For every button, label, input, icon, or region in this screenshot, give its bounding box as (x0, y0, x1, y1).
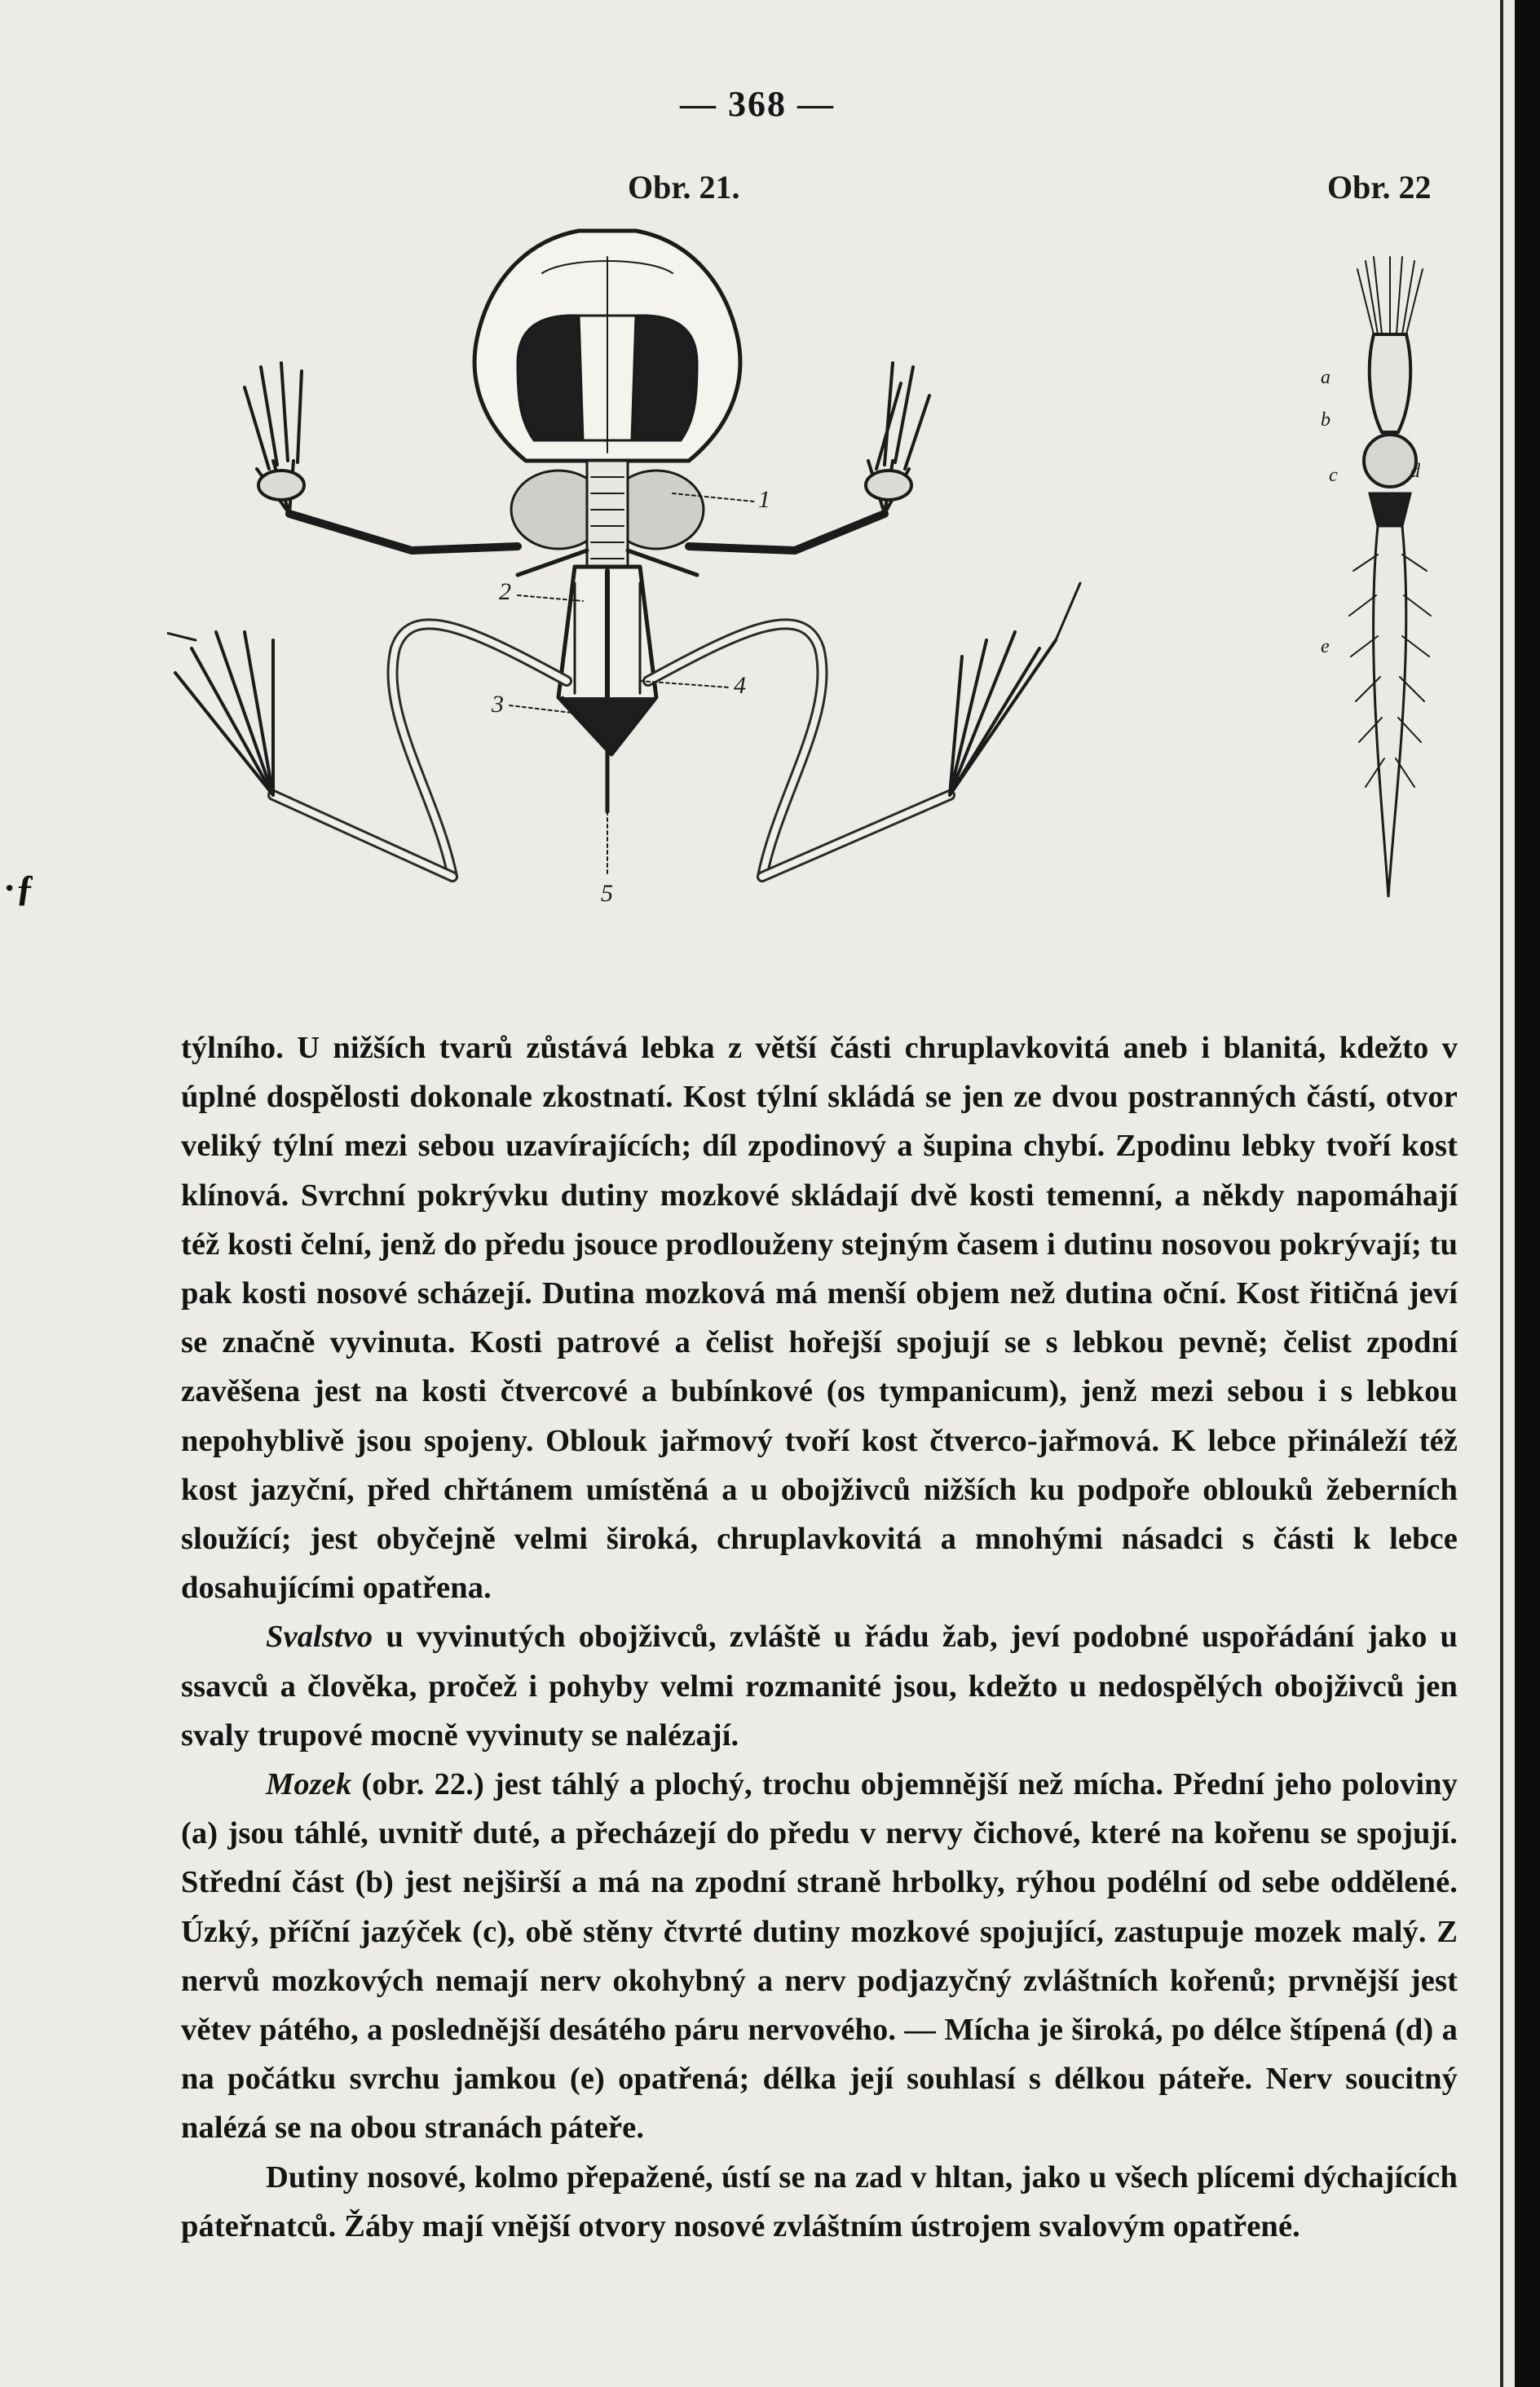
figure-22-label: Obr. 22 (1327, 169, 1432, 206)
paragraph-brain (181, 1760, 1458, 2153)
body-text (181, 1023, 1458, 2251)
paragraph-text: týlního. U nižších tvarů zůstává lebka z větší části chruplavkovitá aneb i blanitá, kdežto v úplné dospělosti dokonale zkostnatí. Kost týlní skládá se jen ze dvou postranných částí, otvor veliký týlní mezi sebou uzavírajících; díl zpodinový a šupina chybí. Zpodinu lebky tvoří kost klínová. Svrchní pokrývku dutiny mozkové skládají dvě kosti temenní, a někdy napomáhají též kosti čelní, jenž do předu jsouce prodlouženy stejným časem i dutinu nosovou pokrývají; tu pak kosti nosové scházejí. Dutina mozková má menší objem než dutina oční. Kost řitičná jeví se značně vyvinuta. Kosti patrové a čelist hořejší spojují se s lebkou pevně; čelist zpodní zavěšena jest na kosti čtvercové a bubínkové (os tympanicum), jenž mezi sebou i s lebkou nepohyblivě jsou spojeny. Oblouk jařmový tvoří kost čtverco-jařmová. K lebce přináleží též kost jazyční, před chřtánem umístěná a u obojživců nižších ku podpoře oblouků žeberních sloužící; jest obyčejně velmi široká, chruplavkovitá a mnohými násadci s části k lebce dosahujícími opatřena. (181, 1031, 1458, 1606)
paragraph-text: (obr. 22.) jest táhlý a plochý, trochu objemnější než mícha. Přední jeho poloviny (a) jsou táhlé, uvnitř duté, a přecházejí do předu v nervy čichové, které na kořenu se spojují. Střední část (b) jest nejširší a má na zpodní straně hrbolky, rýhou podélní od sebe oddělené. Úzký, příční jazýček (c), obě stěny čtvrté dutiny mozkové spojující, zastupuje mozek malý. Z nervů mozkových nemají nerv okohybný a nerv podjazyčný zvláštních kořenů; prvnější jest větev pátého, a poslednější desátého páru nervového. — Mícha je široká, po délce štípená (d) a na počátku svrchu jamkou (e) opatřená; délka její souhlasí s délkou páteře. Nerv soucitný nalézá se na obou stranách páteře. (181, 1767, 1458, 2146)
paragraph-skull (181, 1023, 1458, 1612)
fourth-ventricle (1370, 493, 1410, 526)
paragraph-lead-term: Svalstvo (266, 1620, 373, 1655)
fig21-callout-1: 1 (758, 486, 770, 513)
midbrain (1364, 435, 1416, 487)
skull (474, 231, 740, 461)
paragraph-muscles (181, 1612, 1458, 1760)
fig22-callout-c: c (1329, 465, 1338, 486)
page-number: — 368 — (680, 84, 835, 124)
forebrain (1370, 334, 1410, 432)
paragraph-text: u vyvinutých obojživců, zvláště u řádu žab, jeví podobné uspořádání jako u ssavců a člověka, pročež i pohyby velmi rozmanité jsou, kdežto u nedospělých obojživců jen svaly trupové mocně vyvinuty se nalézají. (181, 1620, 1458, 1753)
spine-and-shoulder (257, 461, 909, 575)
fig22-callout-b: b (1321, 409, 1330, 431)
fig21-callout-3: 3 (492, 691, 504, 718)
frog-skeleton-illustration (167, 224, 1194, 1015)
fig21-callout-2: 2 (499, 578, 511, 605)
margin-mark: ·ƒ (3, 867, 35, 908)
pelvis (558, 567, 656, 811)
fig21-callout-4: 4 (734, 672, 746, 699)
figure-21-label: Obr. 21. (628, 169, 740, 206)
fig21-callout-5: 5 (601, 880, 613, 907)
paragraph-lead-term: Mozek (266, 1767, 352, 1802)
spinal-cord (1374, 526, 1406, 897)
fig22-callout-d: d (1410, 461, 1420, 482)
olfactory-nerves (1357, 257, 1423, 334)
brain-spinal-cord-illustration (1300, 245, 1476, 926)
fig22-callout-a: a (1321, 367, 1330, 388)
fig22-callout-e: e (1321, 636, 1330, 657)
paragraph-text: Dutiny nosové, kolmo přepažené, ústí se na zad v hltan, jako u všech plícemi dýchajících páteřnatců. Žáby mají vnější otvory nosové zvláštním ústrojem svalovým opatřené. (181, 2159, 1458, 2243)
paragraph-nasal-cavities (181, 2153, 1458, 2251)
